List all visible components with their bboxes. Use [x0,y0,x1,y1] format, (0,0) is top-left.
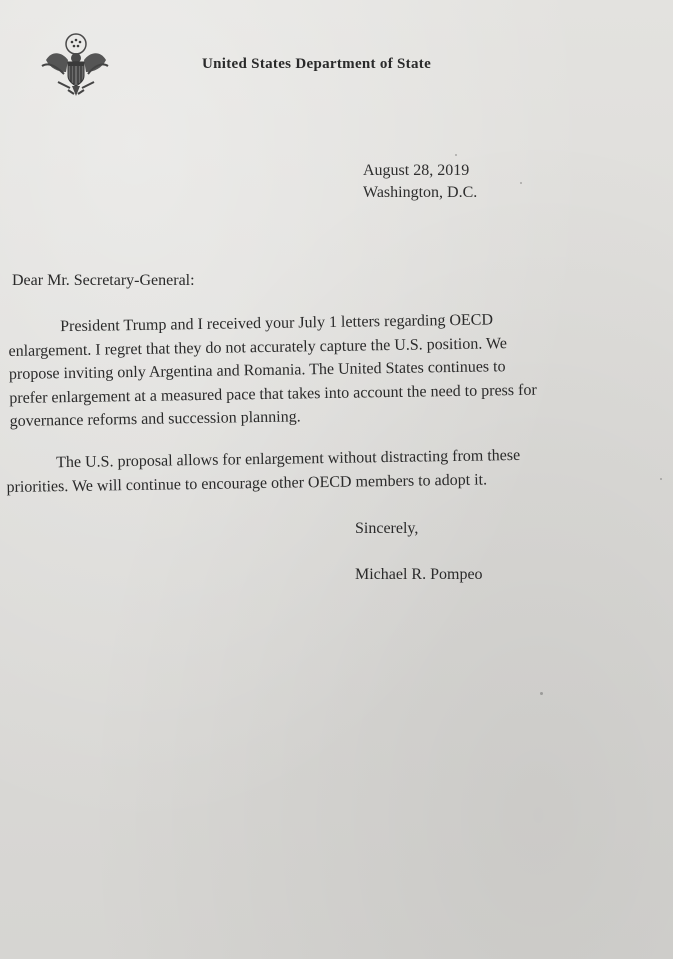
body-paragraph-1 [8,306,660,434]
salutation: Dear Mr. Secretary-General: [12,272,195,289]
paragraph-line: priorities. We will continue to encourage other OECD members to adopt it. [6,470,488,496]
paragraph-line: The U.S. proposal allows for enlargement without distracting from these [56,446,521,472]
closing: Sincerely, [355,520,419,537]
dateline [363,160,477,204]
paragraph-line: propose inviting only Argentina and Romania. The United States continues to [8,358,506,383]
great-seal-icon [38,32,112,98]
paper-speck [520,182,522,184]
paragraph-line: President Trump and I received your July 1 letters regarding OECD [60,311,494,336]
letter-date: August 28, 2019 [363,162,470,179]
paragraph-line: enlargement. I regret that they do not accurately capture the U.S. position. We [8,334,508,360]
letter-place: Washington, D.C. [363,184,478,201]
paper-speck [660,478,662,480]
paper-speck [540,692,543,695]
body-paragraph-2 [6,442,657,499]
paragraph-line: governance reforms and succession planning. [9,408,301,430]
department-letterhead: United States Department of State [202,56,432,72]
signer-name: Michael R. Pompeo [355,566,483,583]
paper-speck [455,154,457,156]
paragraph-line: prefer enlargement at a measured pace that takes into account the need to press for [9,381,537,407]
